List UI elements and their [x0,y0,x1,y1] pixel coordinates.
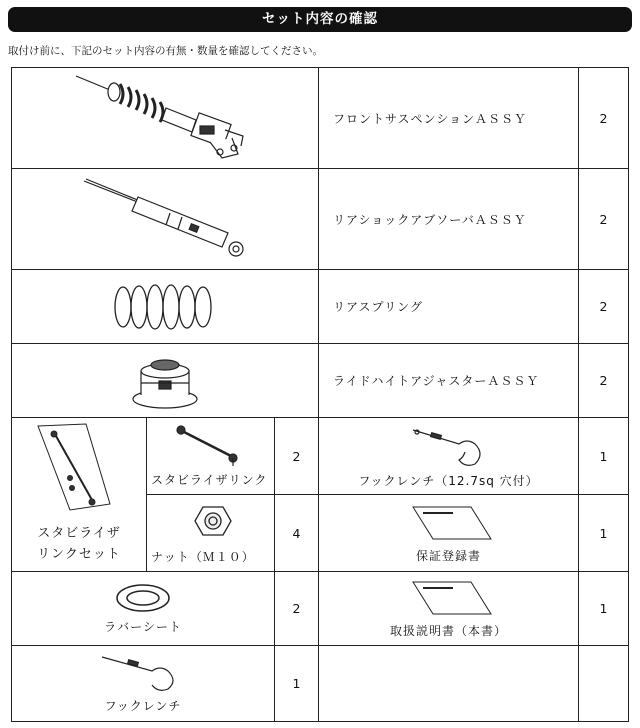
shock-absorber-icon [70,171,260,267]
empty-qty-cell [579,646,629,722]
strut-assembly-icon [70,70,260,166]
set-contents-table [11,67,629,722]
table-row [12,68,629,169]
warranty-cell [319,495,579,572]
rubber-sheet-name: ラバーシート [104,620,182,634]
ride-height-picture [12,344,319,418]
table-row [12,169,629,270]
ride-height-qty: 2 [579,344,629,418]
front-suspension-picture [12,68,319,169]
hook-wrench-qty: 1 [275,646,319,722]
page-title: セット内容の確認 [8,7,632,32]
stabilizer-link-cell [147,418,275,495]
rear-shock-name: リアショックアブソーバＡＳＳＹ [319,169,579,270]
stabilizer-link-qty: 2 [275,418,319,495]
nut-cell [147,495,275,572]
hook-wrench-icon [98,653,188,693]
empty-cell [319,646,579,722]
table-row [12,344,629,418]
height-adjuster-icon [125,349,205,413]
document-icon [399,503,499,543]
document-icon [399,578,499,618]
manual-qty: 1 [579,572,629,646]
ride-height-name: ライドハイトアジャスターＡＳＳＹ [319,344,579,418]
table-row [12,418,629,495]
rear-shock-picture [12,169,319,270]
nut-icon [193,503,233,539]
rubber-sheet-icon [113,582,173,614]
table-row [12,646,629,722]
coil-spring-icon [105,277,225,337]
intro-text: 取付け前に、下記のセット内容の有無・数量を確認してください。 [8,45,323,57]
front-suspension-qty: 2 [579,68,629,169]
nut-name: ナット（Ｍ１０） [151,550,255,564]
hook-wrench-icon [409,424,489,468]
stabilizer-kit-icon [34,422,114,512]
rear-spring-name: リアスプリング [319,270,579,344]
hook-wrench-holed-cell [319,418,579,495]
front-suspension-name: フロントサスペンションＡＳＳＹ [319,68,579,169]
hook-wrench-name: フックレンチ [104,699,182,713]
stabilizer-kit-cell [12,418,147,572]
stabilizer-kit-name-line1: スタビライザ [37,526,121,541]
rear-spring-qty: 2 [579,270,629,344]
rear-shock-qty: 2 [579,169,629,270]
stabilizer-link-name: スタビライザリンク [151,473,268,487]
rear-spring-picture [12,270,319,344]
hook-wrench-holed-qty: 1 [579,418,629,495]
manual-cell [319,572,579,646]
manual-name: 取扱説明書（本書） [390,624,508,638]
table-row [12,270,629,344]
rubber-sheet-cell [12,572,275,646]
table-row [12,572,629,646]
hook-wrench-holed-name: フックレンチ（12.7sq 穴付） [358,473,539,488]
stabilizer-kit-name-line2: リンクセット [37,547,121,562]
warranty-name: 保証登録書 [416,548,482,563]
rubber-sheet-qty: 2 [275,572,319,646]
hook-wrench-cell [12,646,275,722]
stabilizer-link-icon [173,422,243,466]
warranty-qty: 1 [579,495,629,572]
nut-qty: 4 [275,495,319,572]
